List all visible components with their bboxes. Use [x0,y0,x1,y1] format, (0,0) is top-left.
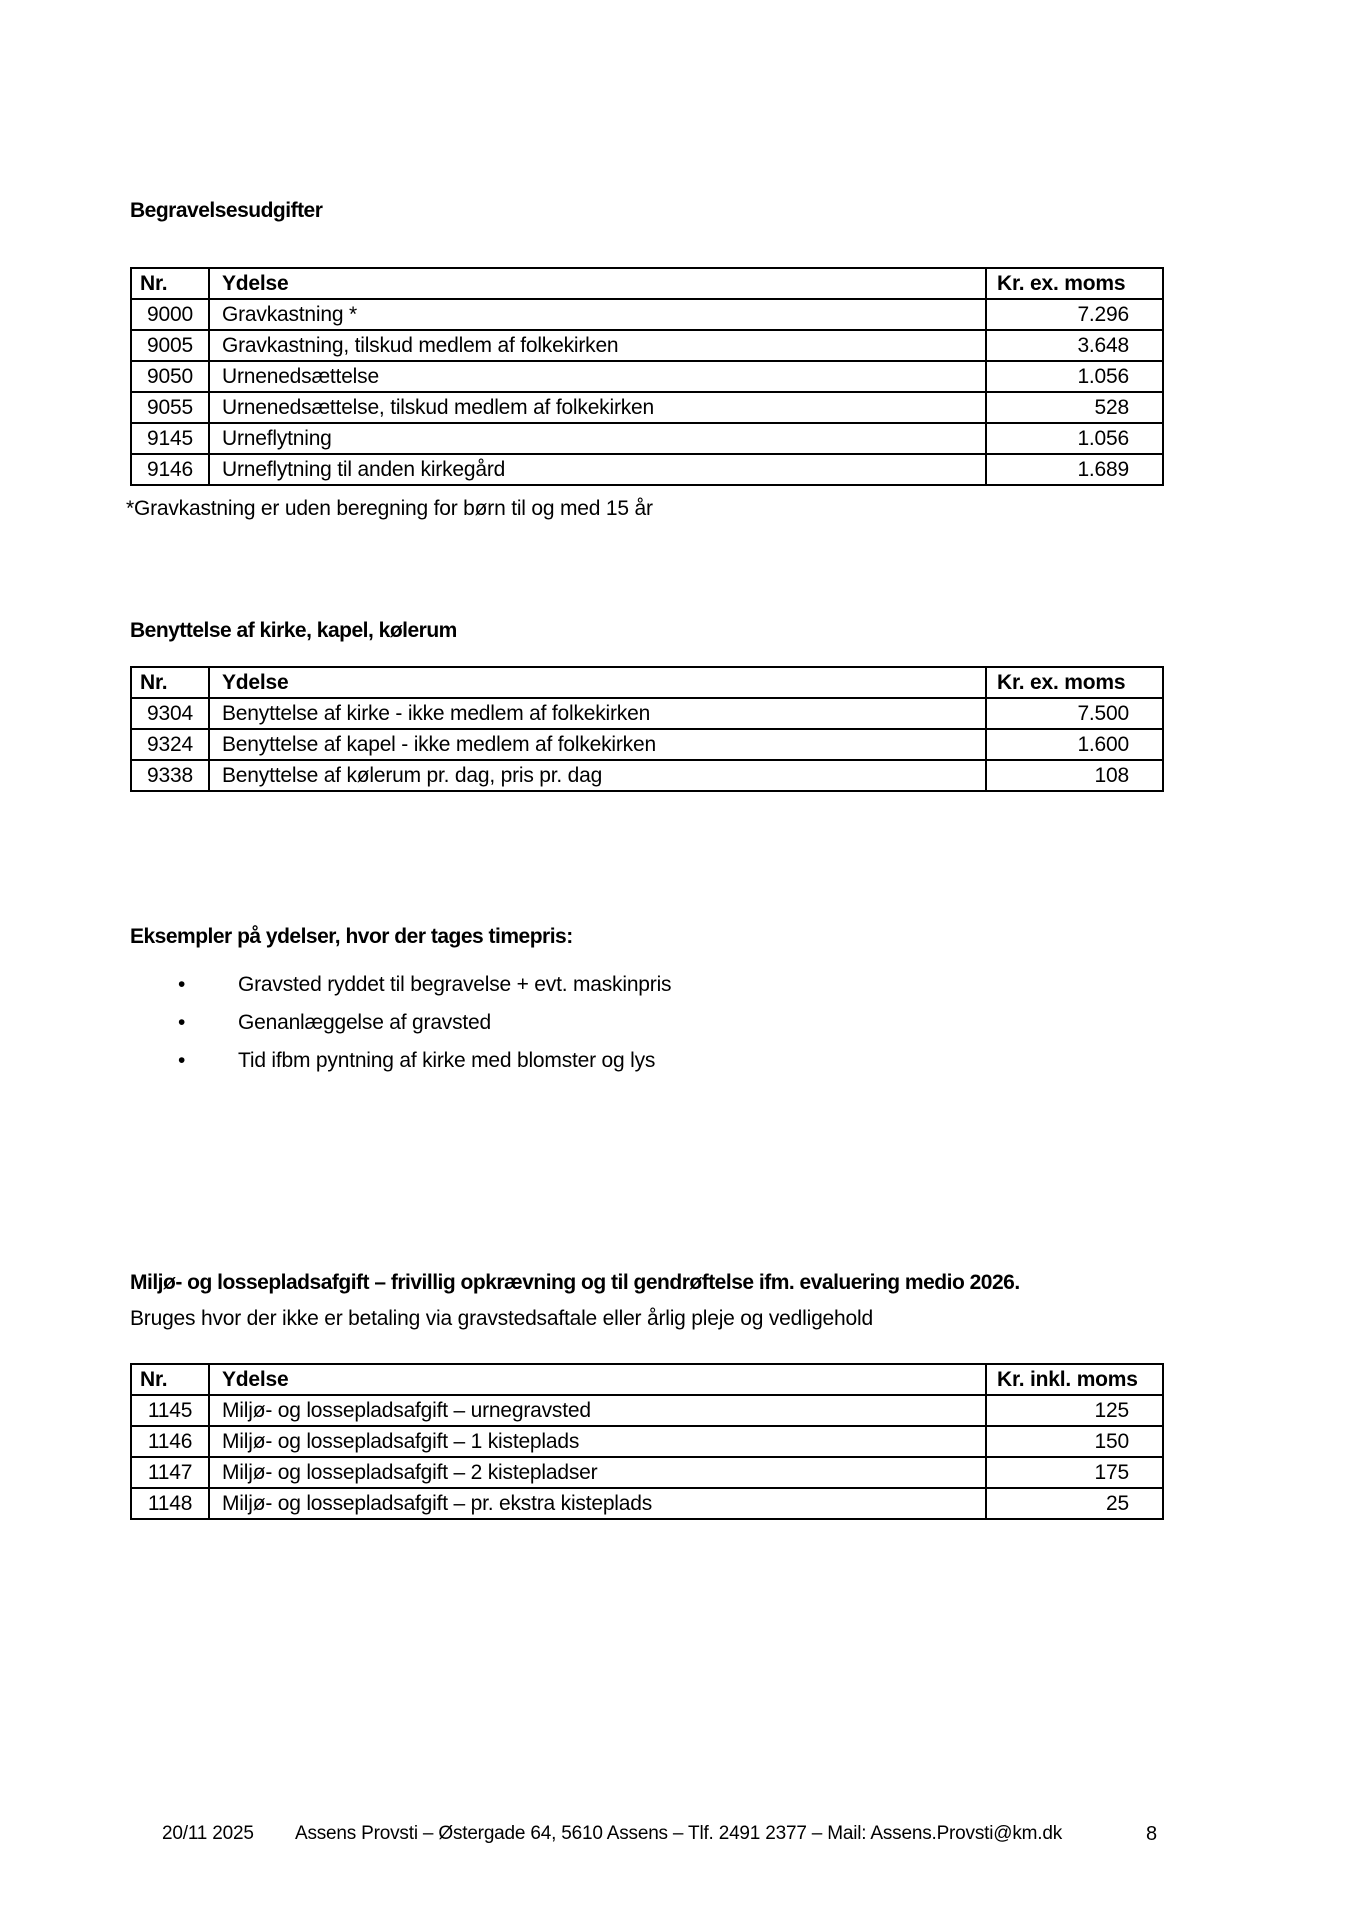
price-cell: 175 [986,1457,1163,1488]
nr-cell: 9338 [131,760,209,791]
bullet-text: Tid ifbm pyntning af kirke med blomster og lys [238,1049,656,1072]
ydelse-cell: Benyttelse af kapel - ikke medlem af folkekirken [209,729,986,760]
list-item [178,1042,671,1080]
table-header-row [131,268,1163,299]
nr-cell: 1147 [131,1457,209,1488]
bullet-icon: • [178,973,186,996]
ydelse-cell: Miljø- og lossepladsafgift – urnegravsted [209,1395,986,1426]
nr-cell: 9050 [131,361,209,392]
price-cell: 108 [986,760,1163,791]
page-number: 8 [1146,1823,1157,1845]
table-row [131,330,1163,361]
nr-cell: 9146 [131,454,209,485]
table-row [131,1457,1163,1488]
column-header-pris: Kr. ex. moms [986,268,1163,299]
footer-address: Assens Provsti – Østergade 64, 5610 Assens – Tlf. 2491 2377 – Mail: Assens.Provsti@km.dk [294,1823,1062,1844]
bullet-icon: • [178,1049,186,1072]
miljoe-table [130,1363,1164,1520]
bullet-text: Gravsted ryddet til begravelse + evt. maskinpris [238,973,672,996]
price-cell: 7.296 [986,299,1163,330]
table-row [131,1426,1163,1457]
list-item [178,966,671,1004]
nr-cell: 1148 [131,1488,209,1519]
section-heading-begravelsesudgifter: Begravelsesudgifter [130,199,323,222]
timepris-bullet-list [178,966,671,1080]
ydelse-cell: Benyttelse af kølerum pr. dag, pris pr. dag [209,760,986,791]
price-cell: 3.648 [986,330,1163,361]
table-row [131,423,1163,454]
table-row [131,392,1163,423]
list-item [178,1004,671,1042]
nr-cell: 1146 [131,1426,209,1457]
nr-cell: 9145 [131,423,209,454]
price-cell: 25 [986,1488,1163,1519]
table-row [131,454,1163,485]
column-header-pris: Kr. inkl. moms [986,1364,1163,1395]
nr-cell: 9324 [131,729,209,760]
ydelse-cell: Urneflytning til anden kirkegård [209,454,986,485]
ydelse-cell: Miljø- og lossepladsafgift – 1 kisteplads [209,1426,986,1457]
ydelse-cell: Urneflytning [209,423,986,454]
ydelse-cell: Benyttelse af kirke - ikke medlem af folkekirken [209,698,986,729]
begravelsesudgifter-table [130,267,1164,486]
nr-cell: 1145 [131,1395,209,1426]
column-header-ydelse: Ydelse [209,1364,986,1395]
section-heading-miljoe: Miljø- og lossepladsafgift – frivillig opkrævning og til gendrøftelse ifm. evaluering medio 2026. [130,1271,1020,1294]
ydelse-cell: Miljø- og lossepladsafgift – pr. ekstra kisteplads [209,1488,986,1519]
nr-cell: 9005 [131,330,209,361]
column-header-pris: Kr. ex. moms [986,667,1163,698]
bullet-icon: • [178,1011,186,1034]
ydelse-cell: Gravkastning, tilskud medlem af folkekirken [209,330,986,361]
gravkastning-footnote: *Gravkastning er uden beregning for børn til og med 15 år [126,497,653,520]
table-row [131,299,1163,330]
ydelse-cell: Urnenedsættelse, tilskud medlem af folkekirken [209,392,986,423]
table-row [131,361,1163,392]
price-cell: 7.500 [986,698,1163,729]
price-cell: 1.689 [986,454,1163,485]
page-footer [0,1822,1357,1846]
miljoe-subtitle: Bruges hvor der ikke er betaling via gravstedsaftale eller årlig pleje og vedligehold [130,1307,873,1330]
section-heading-timepris: Eksempler på ydelser, hvor der tages timepris: [130,925,573,948]
ydelse-cell: Gravkastning * [209,299,986,330]
table-row [131,698,1163,729]
table-row [131,760,1163,791]
section-heading-benyttelse: Benyttelse af kirke, kapel, kølerum [130,619,457,642]
ydelse-cell: Miljø- og lossepladsafgift – 2 kistepladser [209,1457,986,1488]
column-header-ydelse: Ydelse [209,667,986,698]
table-row [131,729,1163,760]
column-header-nr: Nr. [131,268,209,299]
footer-date: 20/11 2025 [162,1823,254,1844]
nr-cell: 9000 [131,299,209,330]
price-cell: 1.056 [986,361,1163,392]
price-cell: 1.056 [986,423,1163,454]
table-header-row [131,1364,1163,1395]
nr-cell: 9055 [131,392,209,423]
price-cell: 1.600 [986,729,1163,760]
column-header-nr: Nr. [131,667,209,698]
nr-cell: 9304 [131,698,209,729]
table-row [131,1488,1163,1519]
ydelse-cell: Urnenedsættelse [209,361,986,392]
benyttelse-table [130,666,1164,792]
table-header-row [131,667,1163,698]
column-header-nr: Nr. [131,1364,209,1395]
column-header-ydelse: Ydelse [209,268,986,299]
table-row [131,1395,1163,1426]
price-cell: 125 [986,1395,1163,1426]
price-cell: 150 [986,1426,1163,1457]
price-cell: 528 [986,392,1163,423]
bullet-text: Genanlæggelse af gravsted [238,1011,491,1034]
